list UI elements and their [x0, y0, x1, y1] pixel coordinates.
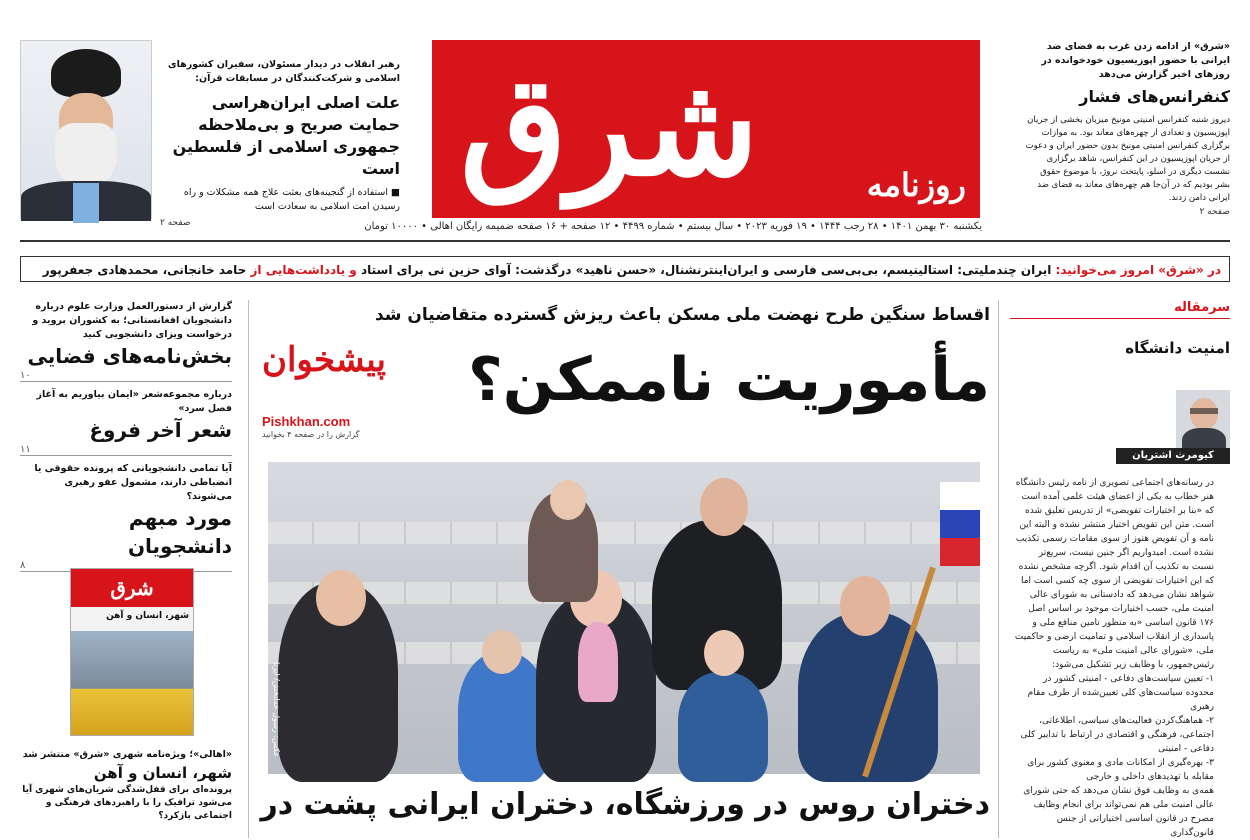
watermark-url: Pishkhan.com [262, 414, 351, 429]
watermark-logo: پیشخوان [262, 340, 386, 380]
todays-contents-ribbon [20, 256, 1230, 282]
left-item4-kicker: «اهالی»؛ ویژه‌نامه شهری «شرق» منتشر شد [22, 749, 232, 760]
supplement-logo: شرق [71, 569, 193, 607]
editorial-paragraph: در رسانه‌های اجتماعی تصویری از نامه رئیس دانشگاه هنر خطاب به یکی از اعضای هیئت علمی آمده است که «بنا بر اختیارات تفویضی» از تدریس تعلیق شده است. متن این تفویض اختیار منتشر نشده و البته این نامه و آن تفویض هنوز از سوی مقامات رسمی تکذیب نشده است. امیدواریم اگر جنین نیست، سریع‌تر نسبت به تکذیب آن اقدام شود. اگرچه مشخص نشده که این اختیارات تفویضی از سوی چه کسی است اما شواهد نشان می‌دهد که دادستانی به شورای عالی امنیت ملی، حسب اختیارات موجود بر اساس اصل ۱۷۶ قانون اساسی «به منظور تامین منافع ملی و پاسداری از انقلاب اسلامی و تمامیت ارضی و حاکمیت ملی، «شورای عالی امنیت ملی» به ریاست رئیس‌جمهور، با وظایف زیر تشکیل می‌شود: [1014, 478, 1214, 670]
editorial-title[interactable]: امنیت دانشگاه [1125, 339, 1230, 357]
left-item2-page: ۱۱ [20, 444, 232, 456]
left-item4-title[interactable]: شهر، انسان و آهن [93, 764, 232, 782]
left-item1-kicker: گزارش از دستورالعمل وزارت علوم درباره دانشجویان افغانستانی؛ به کشوران بروید و درخواست ویزای دانشجویی کنید [32, 301, 232, 340]
top-left-headline-2[interactable]: حمایت صریح و بی‌ملاحظه [198, 115, 400, 134]
top-left-story [160, 58, 400, 228]
top-right-headline[interactable]: کنفرانس‌های فشار [1079, 87, 1230, 106]
top-right-page: صفحه ۲ [1199, 207, 1230, 217]
ribbon-label: در «شرق» امروز می‌خوانید: [1055, 263, 1221, 277]
supplement-photo [71, 631, 193, 735]
leader-portrait [20, 40, 152, 219]
top-right-body: دیروز شنبه کنفرانس امنیتی مونیخ میزبان بخشی از جریان اپوزیسیون و تعدادی از چهره‌های معاند بود. به موازات برگزاری کنفرانس امنیتی مونیخ بدون حضور ایران و دعوت از جریان اپوزیسیون در این کنفرانس، شاهد برگزاری نشست دیگری در اسلو، پایتخت نروژ، با موضوع حقوق بشر بودیم که در آن‌جا هم چهره‌های معاند به فضای ضد ایرانی دامن زدند. [1025, 115, 1230, 203]
right-column-divider [998, 300, 999, 838]
left-item1-title[interactable]: بخش‌نامه‌های فضایی [27, 344, 232, 368]
editorial-label: سرمقاله [1010, 300, 1230, 319]
masthead-logo [432, 40, 980, 218]
editorial-column [1010, 300, 1230, 357]
top-left-page: صفحه ۲ [160, 218, 191, 228]
main-byline: گزارش را در صفحه ۴ بخوانید [262, 430, 360, 439]
ribbon-text-2[interactable]: حامد خانجانی، محمدهادی جعفرپور [42, 263, 251, 277]
top-left-headline-1[interactable]: علت اصلی ایران‌هراسی [211, 93, 400, 112]
ribbon-text-1[interactable]: ایران چندملیتی: استالینیسم، بی‌بی‌سی فارسی و ایران‌اینترنشنال، «حسن ناهید» درگذشت: آوای حزین نی برای استاد [360, 263, 1056, 277]
author-name: کیومرث اشتریان [1116, 448, 1230, 464]
logo-subtitle: روزنامه [866, 166, 966, 204]
editorial-tail: همه‌ی به وظایف فوق نشان می‌دهد که حتی شورای عالی امنیت ملی هم نمی‌تواند برای انجام وظایف مصرح در قانون اساسی اختیاراتی از جنس قانون‌گذاری [1023, 786, 1214, 838]
top-left-headline-3[interactable]: جمهوری اسلامی از فلسطین است [172, 137, 400, 178]
left-item4-body: پرونده‌ای برای قفل‌شدگی شریان‌های شهری آیا می‌شود ترافیک را با راهبردهای فرهنگی و اجتماعی بازکرد؟ [22, 785, 232, 821]
top-left-bullet: ■ استفاده از گنجینه‌های بعثت علاج همه مشکلات و راه رسیدن امت اسلامی به سعادت است [183, 187, 400, 212]
masthead-divider [20, 240, 1230, 242]
editorial-body [1014, 476, 1214, 840]
left-item2-kicker: درباره مجموعه‌شعر «ایمان بیاوریم به آغاز فصل سرد» [36, 389, 232, 414]
stadium-photo[interactable] [268, 462, 980, 774]
supplement-cover[interactable] [70, 568, 194, 736]
supplement-caption: شهر، انسان و آهن [106, 611, 189, 621]
left-column [20, 300, 232, 572]
top-right-story [1024, 40, 1230, 217]
dateline: یکشنبه ۳۰ بهمن ۱۴۰۱ • ۲۸ رجب ۱۴۴۴ • ۱۹ فوریه ۲۰۲۳ • سال بیستم • شماره ۴۴۹۹ • ۱۲ صفحه + ۱۶ صفحه ضمیمه رایگان اهالی • ۱۰۰۰۰ تومان [364, 221, 982, 232]
editorial-list-item-1: ۱- تعیین سیاست‌های دفاعی - امنیتی کشور در محدوده سیاست‌های کلی تعیین‌شده از طرف مقام رهبری [1027, 674, 1214, 712]
left-item3-kicker: آیا تمامی دانشجویانی که پرونده حقوقی یا انضباطی دارند، مشمول عفو رهبری می‌شوند؟ [34, 463, 232, 502]
top-right-kicker: «شرق» از ادامه زدن غرب به فضای ضد ایرانی با حضور اپوزیسیون خودخوانده در روزهای اخیر گزارش می‌دهد [1041, 41, 1230, 80]
ribbon-label-2: و یادداشت‌هایی از [250, 263, 361, 277]
author-photo [1176, 390, 1230, 456]
photo-credit: عکس: رسول خدابخش/ ایرنا [272, 662, 281, 758]
bottom-headline[interactable]: دختران روس در ورزشگاه، دختران ایرانی پشت در [260, 787, 990, 822]
left-item4 [20, 748, 232, 823]
left-column-divider [248, 300, 249, 838]
left-item2-title[interactable]: شعر آخر فروغ [89, 418, 232, 442]
editorial-list-item-3: ۳- بهره‌گیری از امکانات مادی و معنوی کشور برای مقابله با تهدیدهای داخلی و خارجی [1027, 758, 1214, 782]
editorial-list-item-2: ۲- هماهنگ‌کردن فعالیت‌های سیاسی، اطلاعاتی، اجتماعی، فرهنگی و اقتصادی در ارتباط با تدابیر کلی دفاعی - امنیتی [1020, 716, 1214, 754]
left-item3-page: ۸ [20, 560, 232, 572]
left-item1-page: ۱۰ [20, 370, 232, 382]
logo-wordmark: شرق [460, 44, 759, 207]
top-left-kicker: رهبر انقلاب در دیدار مسئولان، سفیران کشورهای اسلامی و شرکت‌کنندگان در مسابقات قرآن: [167, 59, 400, 84]
main-headline[interactable]: مأموریت ناممکن؟ [467, 345, 990, 415]
main-kicker: اقساط سنگین طرح نهضت ملی مسکن باعث ریزش گسترده متقاضیان شد [374, 305, 990, 325]
left-item3-title[interactable]: مورد مبهم دانشجویان [127, 506, 232, 558]
